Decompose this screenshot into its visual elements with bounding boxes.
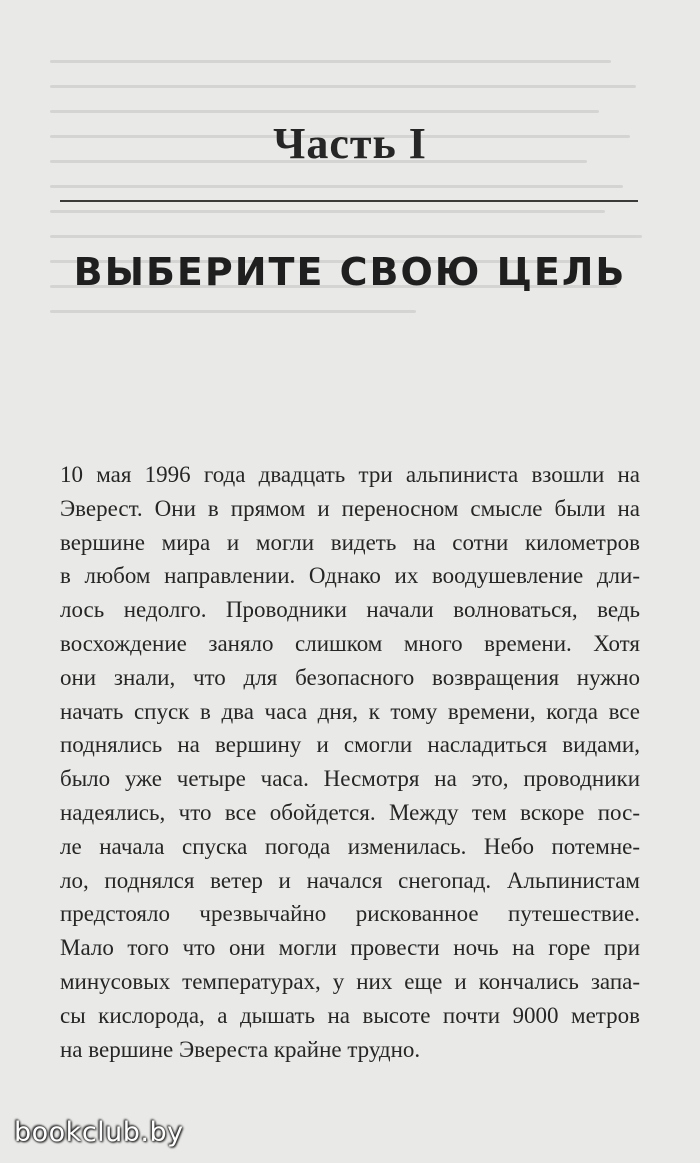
- watermark: bookclub.by: [14, 1117, 184, 1148]
- text-line: на вершине Эвереста крайне трудно.: [60, 1036, 421, 1062]
- text-line: поднялись на вершину и смогли насладиться видами,: [60, 732, 640, 758]
- part-title: Часть I: [273, 119, 427, 168]
- text-line: начать спуск в два часа дня, к тому времени, когда все: [60, 698, 640, 724]
- text-line: ле начала спуска погода изменилась. Небо потемне-: [60, 833, 640, 859]
- text-line: Эверест. Они в прямом и переносном смысле были на: [60, 495, 640, 521]
- text-line: ло, поднялся ветер и начался снегопад. Альпинистам: [60, 867, 640, 893]
- text-line: в любом направлении. Однако их воодушевление дли-: [60, 563, 640, 589]
- text-line: вершине мира и могли видеть на сотни километров: [60, 529, 640, 555]
- text-line: лось недолго. Проводники начали волноваться, ведь: [60, 597, 640, 623]
- body-paragraph: [60, 458, 640, 1066]
- text-line: 10 мая 1996 года двадцать три альпиниста взошли на: [60, 462, 640, 487]
- divider-rule: [60, 200, 638, 202]
- chapter-title: ВЫБЕРИТЕ СВОЮ ЦЕЛЬ: [73, 250, 627, 294]
- text-line: минусовых температурах, у них еще и кончались запа-: [60, 968, 640, 994]
- text-line: они знали, что для безопасного возвращения нужно: [60, 664, 640, 690]
- text-line: Мало того что они могли провести ночь на горе при: [60, 935, 640, 961]
- text-line: предстояло чрезвычайно рискованное путешествие.: [60, 901, 640, 927]
- text-line: сы кислорода, а дышать на высоте почти 9000 метров: [60, 1002, 640, 1028]
- text-line: было уже четыре часа. Несмотря на это, проводники: [60, 766, 640, 792]
- text-line: надеялись, что все обойдется. Между тем вскоре пос-: [60, 799, 640, 825]
- text-line: восхождение заняло слишком много времени. Хотя: [60, 630, 640, 656]
